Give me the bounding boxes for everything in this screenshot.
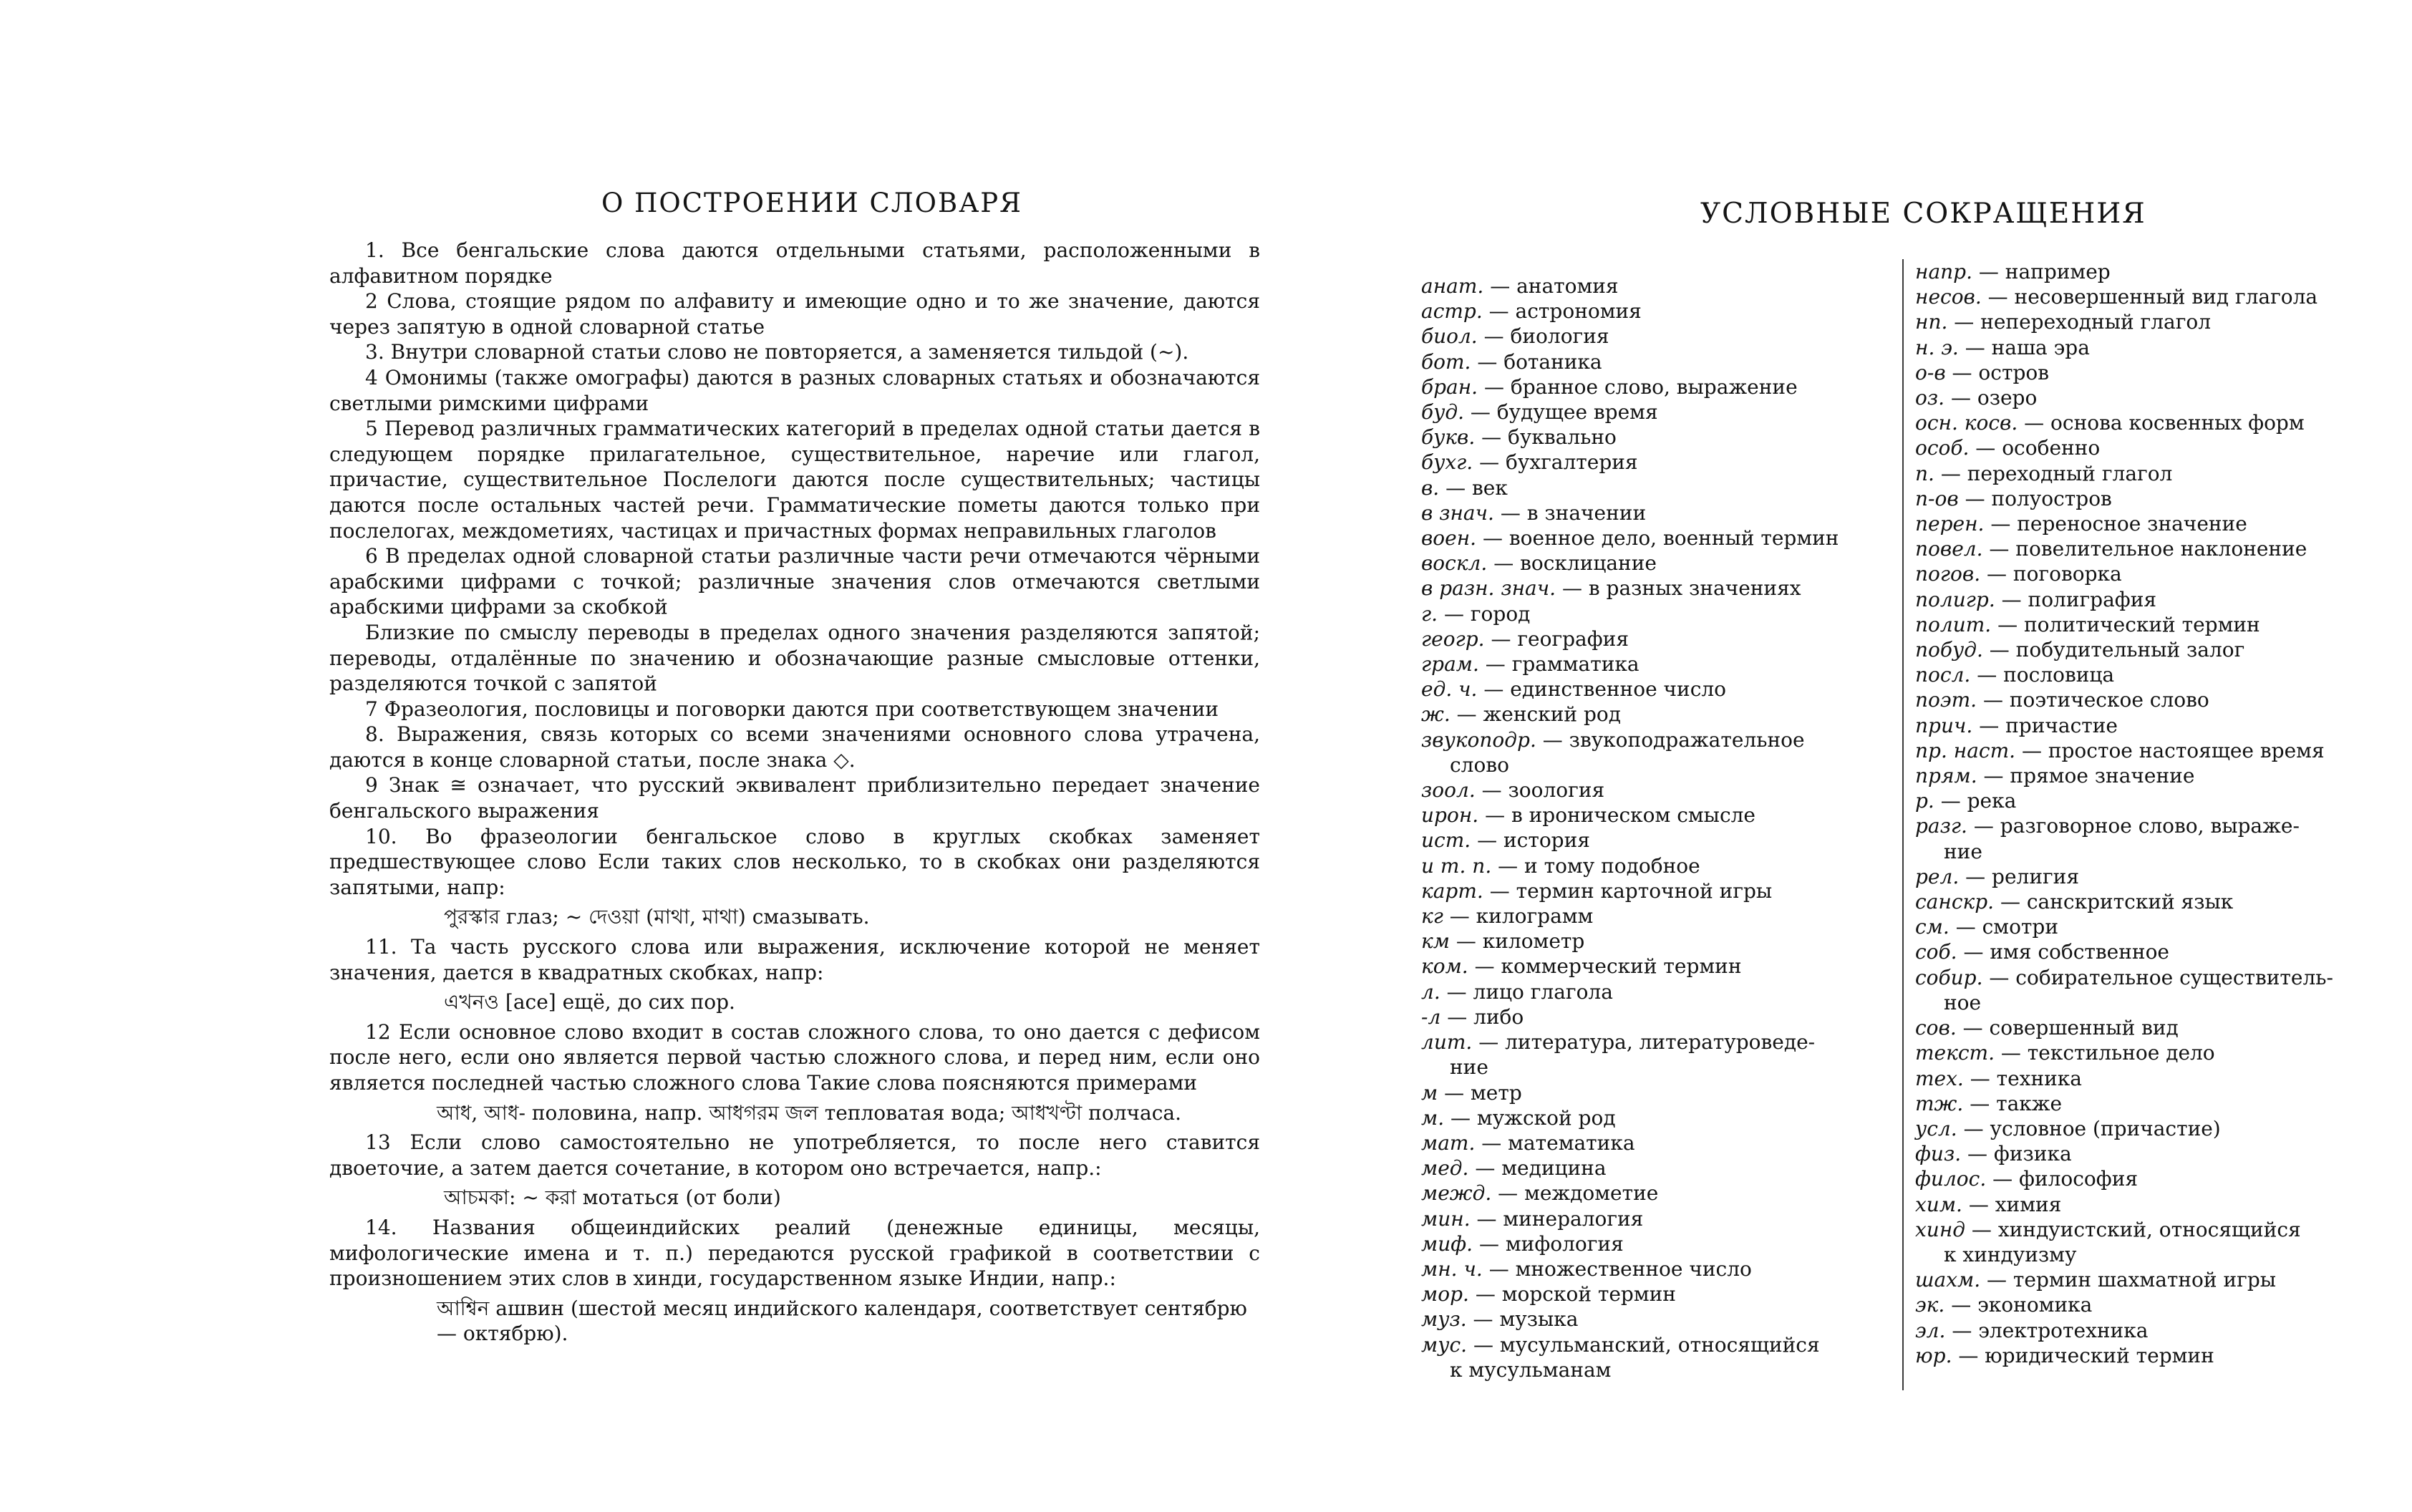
abbreviation-key: хинд	[1915, 1217, 1966, 1241]
abbreviation-meaning: — термин шахматной игры	[1987, 1268, 2277, 1292]
abbreviation-meaning: к мусульманам	[1450, 1357, 1612, 1382]
abbreviation-entry	[1421, 878, 1894, 903]
abbreviation-meaning: ние	[1450, 1055, 1488, 1080]
abbreviation-meaning: — единственное число	[1483, 677, 1727, 702]
abbreviation-key: сов.	[1915, 1016, 1957, 1040]
abbreviation-meaning: — география	[1491, 626, 1629, 651]
abbreviation-meaning: — грамматика	[1485, 652, 1640, 677]
paragraph-4: 4 Омонимы (также омографы) даются в разных словарных статьях и обозначаются светлыми римскими цифрами	[329, 365, 1260, 415]
abbreviation-key: п.	[1915, 461, 1934, 485]
abbreviation-meaning: — коммерческий термин	[1474, 954, 1742, 979]
abbreviation-entry	[1915, 612, 2380, 637]
abbreviation-entry	[1915, 763, 2380, 788]
paragraph-2: 2 Слова, стоящие рядом по алфавиту и имеющие одно и то же значение, даются через запятую в одной словарной статье	[329, 289, 1260, 339]
abbreviation-meaning: — военное дело, военный термин	[1482, 526, 1839, 551]
abbreviation-key: нп.	[1915, 310, 1948, 334]
example-month: আশ্বিন ашвин (шестой месяц индийского календаря, соответствует сентябрю — октябрю).	[437, 1296, 1247, 1346]
abbreviation-entry	[1915, 486, 2380, 511]
abbreviation-key: собир.	[1915, 965, 1983, 989]
abbreviation-meaning: — переносное значение	[1990, 512, 2247, 536]
abbreviation-entry	[1421, 576, 1894, 601]
abbreviation-meaning: — мужской род	[1450, 1105, 1616, 1130]
abbreviation-meaning: — в разных значениях	[1561, 576, 1801, 601]
abbreviation-key: полит.	[1915, 612, 1992, 636]
abbreviation-meaning: — астрономия	[1488, 299, 1642, 324]
abbreviation-meaning: — женский род	[1456, 702, 1621, 727]
abbreviation-meaning: — философия	[1992, 1167, 2139, 1191]
abbreviation-entry	[1421, 1105, 1894, 1130]
abbreviation-key: о-в	[1915, 360, 1946, 384]
abbreviation-meaning: — либо	[1447, 1004, 1524, 1029]
paragraph-10: 10. Во фразеологии бенгальское слово в круглых скобках заменяет предшествующее слово Если таких слов несколько, то в скобках они разделяются запятыми, напр:	[329, 824, 1260, 899]
abbreviation-key: см.	[1915, 915, 1950, 939]
abbreviation-entry	[1915, 1192, 2380, 1217]
abbreviation-meaning: — и тому подобное	[1498, 853, 1700, 878]
abbreviation-entry	[1421, 954, 1894, 979]
abbreviation-meaning: — поэтическое слово	[1982, 688, 2209, 712]
abbreviation-meaning: — метр	[1444, 1080, 1522, 1105]
abbreviation-key: ед. ч.	[1421, 677, 1478, 702]
abbreviation-entry	[1915, 536, 2380, 561]
abbreviation-entry	[1421, 425, 1894, 450]
abbreviation-key: н. э.	[1915, 335, 1959, 359]
paragraph-9: 9 Знак ≅ означает, что русский эквивалент приблизительно передает значение бенгальского выражения	[329, 773, 1260, 823]
abbreviation-entry	[1421, 677, 1894, 702]
abbreviation-entry	[1915, 889, 2380, 914]
abbreviation-entry	[1421, 929, 1894, 954]
abbreviation-entry	[1421, 1231, 1894, 1256]
abbreviation-key: прич.	[1915, 713, 1973, 737]
abbreviation-entry	[1421, 1080, 1894, 1105]
abbreviation-meaning: — бухгалтерия	[1479, 450, 1638, 475]
abbreviation-meaning: — совершенный вид	[1962, 1016, 2179, 1040]
abbreviation-entry	[1915, 385, 2380, 410]
example-colon: আচমকা: ~ করা мотаться (от боли)	[444, 1186, 781, 1210]
abbreviation-meaning: к хиндуизму	[1944, 1242, 2077, 1266]
abbreviation-key: юр.	[1915, 1343, 1952, 1367]
abbreviation-meaning: — в ироническом смысле	[1485, 803, 1755, 828]
abbreviation-key: соб.	[1915, 940, 1957, 964]
abbreviation-entry	[1421, 1256, 1894, 1281]
abbreviation-meaning: — музыка	[1473, 1307, 1579, 1332]
paragraph-11: 11. Та часть русского слова или выражения, исключение которой не меняет значения, дается в квадратных скобках, напр:	[329, 935, 1260, 984]
abbreviation-meaning: — побудительный залог	[1989, 638, 2245, 662]
abbreviation-meaning: слово	[1450, 752, 1509, 777]
paragraph-1: 1. Все бенгальские слова даются отдельными статьями, расположенными в алфавитном порядке	[329, 238, 1260, 288]
abbreviation-entry	[1915, 259, 2380, 284]
abbreviation-entry	[1915, 965, 2380, 990]
abbreviation-entry	[1915, 461, 2380, 486]
abbreviation-key: км	[1421, 929, 1450, 954]
abbreviation-meaning: — экономика	[1951, 1293, 2093, 1317]
abbreviation-entry	[1421, 1130, 1894, 1155]
abbreviation-key: воен.	[1421, 526, 1477, 551]
abbreviation-entry	[1421, 651, 1894, 677]
abbreviation-entry	[1915, 1343, 2380, 1368]
abbreviations-title: УСЛОВНЫЕ СОКРАЩЕНИЯ	[1700, 198, 2146, 230]
abbreviation-key: грам.	[1421, 652, 1479, 677]
abbreviation-entry	[1421, 1357, 1894, 1382]
abbreviation-meaning: — буквально	[1481, 425, 1617, 450]
abbreviation-key: несов.	[1915, 285, 1982, 309]
abbreviation-entry	[1421, 324, 1894, 349]
abbreviation-entry	[1915, 1267, 2380, 1292]
abbreviation-key: напр.	[1915, 260, 1972, 284]
abbreviation-meaning: — основа косвенных форм	[2024, 411, 2305, 435]
abbreviation-entry	[1421, 450, 1894, 475]
abbreviation-entry	[1915, 1318, 2380, 1343]
abbreviation-entry	[1915, 1141, 2380, 1166]
abbreviation-meaning: — мусульманский, относящийся	[1473, 1332, 1820, 1357]
page-title: О ПОСТРОЕНИИ СЛОВАРЯ	[601, 188, 1022, 218]
abbreviation-meaning: — техника	[1970, 1066, 2082, 1090]
abbreviation-meaning: — минералогия	[1476, 1206, 1644, 1231]
abbreviation-key: мат.	[1421, 1130, 1476, 1155]
abbreviation-entry	[1915, 587, 2380, 612]
abbreviation-key: ком.	[1421, 954, 1468, 979]
abbreviation-key: г.	[1421, 601, 1438, 626]
abbreviation-key: прям.	[1915, 764, 1977, 788]
abbreviation-key: хим.	[1915, 1192, 1962, 1216]
abbreviation-meaning: — электротехника	[1952, 1318, 2149, 1342]
abbreviation-entry	[1421, 1181, 1894, 1206]
example-brackets: এখনও [ace] ещё, до сих пор.	[444, 990, 735, 1014]
abbreviation-meaning: — наша эра	[1965, 335, 2090, 359]
abbreviations-column-1	[1421, 273, 1894, 1382]
abbreviation-entry	[1421, 853, 1894, 878]
abbreviation-entry	[1421, 702, 1894, 727]
abbreviation-key: букв.	[1421, 425, 1476, 450]
abbreviation-key: карт.	[1421, 878, 1483, 903]
abbreviation-entry	[1421, 1155, 1894, 1181]
abbreviation-key: эк.	[1915, 1293, 1945, 1317]
abbreviation-meaning: — условное (причастие)	[1963, 1116, 2221, 1140]
abbreviation-meaning: — поговорка	[1987, 562, 2122, 586]
abbreviation-entry	[1915, 813, 2380, 838]
abbreviation-meaning: ное	[1944, 990, 1982, 1014]
abbreviation-entry	[1915, 435, 2380, 460]
abbreviation-entry	[1915, 1116, 2380, 1141]
abbreviation-key: муз.	[1421, 1307, 1467, 1332]
abbreviation-entry	[1915, 1040, 2380, 1065]
abbreviation-entry	[1421, 727, 1894, 752]
paragraph-13: 13 Если слово самостоятельно не употребляется, то после него ставится двоеточие, а затем дается сочетание, в котором оно встречается, напр.:	[329, 1130, 1260, 1180]
abbreviation-key: м	[1421, 1080, 1438, 1105]
abbreviation-key: филос.	[1915, 1167, 1987, 1191]
abbreviation-entry	[1421, 803, 1894, 828]
abbreviation-key: оз.	[1915, 386, 1945, 410]
abbreviation-meaning: — литература, литературоведе-	[1478, 1030, 1816, 1055]
abbreviation-meaning: — физика	[1967, 1142, 2072, 1166]
abbreviation-meaning: — причастие	[1979, 713, 2118, 737]
abbreviation-meaning: — мифология	[1478, 1231, 1624, 1256]
abbreviation-key: эл.	[1915, 1318, 1946, 1342]
abbreviation-meaning: — остров	[1952, 360, 2050, 384]
abbreviation-key: миф.	[1421, 1231, 1473, 1256]
example-hyphen: আধ, আধ- половина, напр. আধগরম জল тепловатая вода; আধখণ্টা полчаса.	[437, 1100, 1181, 1125]
abbreviation-meaning: — особенно	[1975, 436, 2101, 460]
abbreviation-entry	[1421, 903, 1894, 929]
abbreviation-key: -л	[1421, 1004, 1441, 1029]
abbreviation-entry	[1915, 561, 2380, 586]
abbreviation-meaning: — история	[1477, 828, 1590, 853]
abbreviation-key: бухг.	[1421, 450, 1473, 475]
abbreviation-meaning: — километр	[1456, 929, 1585, 954]
abbreviation-key: кг	[1421, 904, 1443, 929]
abbreviation-entry	[1915, 1242, 2380, 1267]
abbreviation-key: разг.	[1915, 814, 1967, 838]
abbreviation-key: и т. п.	[1421, 853, 1492, 878]
paragraph-5: 5 Перевод различных грамматических категорий в пределах одной статьи дается в следующем порядке прилагательное, существительное, наречие или глагол, причастие, существительное Послелоги даются после существительных; частицы даются после остальных частей речи. Грамматические пометы даются только при послелогах, междометиях, частицах и причастных формах неправильных глаголов	[329, 417, 1260, 543]
abbreviation-meaning: — непереходный глагол	[1954, 310, 2212, 334]
abbreviation-meaning: — термин карточной игры	[1489, 878, 1773, 903]
paragraph-3: 3. Внутри словарной статьи слово не повторяется, а заменяется тильдой (~).	[365, 340, 1189, 364]
abbreviation-meaning: — килограмм	[1449, 904, 1594, 929]
paragraph-14: 14. Названия общеиндийских реалий (денежные единицы, месяцы, мифологические имена и т. п.) передаются русской графикой в соответствии с произношением этих слов в хинди, государственном языке Индии, напр.:	[329, 1215, 1260, 1291]
abbreviation-meaning: — переходный глагол	[1940, 461, 2173, 485]
abbreviation-meaning: — несовершенный вид глагола	[1987, 285, 2318, 309]
abbreviation-key: поэт.	[1915, 688, 1977, 712]
abbreviation-entry	[1421, 1206, 1894, 1231]
abbreviation-meaning: — например	[1978, 260, 2111, 284]
abbreviation-meaning: — повелительное наклонение	[1989, 537, 2307, 561]
abbreviation-meaning: — собирательное существитель-	[1989, 965, 2333, 989]
abbreviation-entry	[1421, 475, 1894, 500]
abbreviation-key: бот.	[1421, 349, 1471, 374]
paragraph-6: 6 В пределах одной словарной статьи различные части речи отмечаются чёрными арабскими цифрами с точкой; различные значения слов отмечаются светлыми арабскими цифрами за скобкой	[329, 544, 1260, 619]
preface-body	[329, 238, 1260, 1351]
abbreviation-key: усл.	[1915, 1116, 1957, 1140]
abbreviation-meaning: — анатомия	[1490, 274, 1619, 298]
abbreviation-entry	[1421, 299, 1894, 324]
abbreviation-entry	[1421, 500, 1894, 525]
abbreviation-meaning: — прямое значение	[1983, 764, 2195, 788]
abbreviation-entry	[1915, 410, 2380, 435]
abbreviation-entry	[1915, 637, 2380, 662]
abbreviation-entry	[1421, 1004, 1894, 1029]
abbreviation-key: воскл.	[1421, 551, 1488, 576]
abbreviation-meaning: — биология	[1483, 324, 1609, 349]
abbreviation-key: анат.	[1421, 274, 1484, 298]
abbreviation-entry	[1915, 1292, 2380, 1317]
abbreviation-entry	[1915, 839, 2380, 864]
abbreviation-key: мор.	[1421, 1282, 1469, 1307]
abbreviation-entry	[1915, 1015, 2380, 1040]
abbreviation-key: погов.	[1915, 562, 1981, 586]
abbreviation-key: ист.	[1421, 828, 1471, 853]
abbreviation-key: биол.	[1421, 324, 1478, 349]
abbreviation-key: лит.	[1421, 1030, 1473, 1055]
abbreviation-entry	[1915, 662, 2380, 687]
abbreviation-key: мед.	[1421, 1156, 1469, 1181]
abbreviation-meaning: — медицина	[1475, 1156, 1607, 1181]
paragraph-8: 8. Выражения, связь которых со всеми значениями основного слова утрачена, даются в конце словарной статьи, после знака ◇.	[329, 722, 1260, 772]
paragraph-7: 7 Фразеология, пословицы и поговорки даются при соответствующем значении	[365, 697, 1219, 721]
abbreviation-key: звукоподр.	[1421, 727, 1536, 752]
abbreviation-key: посл.	[1915, 663, 1971, 687]
abbreviation-meaning: — также	[1970, 1091, 2063, 1115]
abbreviation-key: бран.	[1421, 374, 1478, 399]
abbreviation-entry	[1915, 1166, 2380, 1191]
abbreviation-meaning: — междометие	[1498, 1181, 1659, 1206]
abbreviation-entry	[1421, 777, 1894, 803]
abbreviation-meaning: ние	[1944, 839, 1982, 863]
abbreviation-meaning: — морской термин	[1475, 1282, 1676, 1307]
abbreviation-entry	[1915, 360, 2380, 385]
abbreviation-key: тж.	[1915, 1091, 1964, 1115]
abbreviation-key: р.	[1915, 789, 1934, 813]
abbreviation-entry	[1915, 1066, 2380, 1091]
abbreviation-key: в знач.	[1421, 500, 1494, 525]
abbreviation-meaning: — звукоподражательное	[1542, 727, 1805, 752]
abbreviation-entry	[1915, 1091, 2380, 1116]
abbreviation-entry	[1421, 1281, 1894, 1307]
abbreviation-key: рел.	[1915, 864, 1960, 888]
abbreviation-entry	[1915, 738, 2380, 763]
abbreviation-meaning: — множественное число	[1488, 1256, 1752, 1281]
abbreviation-meaning: — юридический термин	[1958, 1343, 2214, 1367]
abbreviation-key: в.	[1421, 475, 1440, 500]
abbreviations-column-2	[1915, 259, 2380, 1368]
abbreviation-entry	[1915, 864, 2380, 889]
abbreviation-key: ж.	[1421, 702, 1450, 727]
abbreviation-entry	[1915, 914, 2380, 939]
column-divider	[1902, 259, 1904, 1390]
abbreviation-entry	[1915, 990, 2380, 1015]
abbreviation-meaning: — река	[1940, 789, 2017, 813]
abbreviation-key: астр.	[1421, 299, 1483, 324]
abbreviation-meaning: — бранное слово, выражение	[1483, 374, 1798, 399]
abbreviation-entry	[1421, 399, 1894, 425]
abbreviation-meaning: — город	[1443, 601, 1531, 626]
abbreviation-key: л.	[1421, 979, 1440, 1004]
abbreviation-meaning: — будущее время	[1470, 400, 1658, 425]
abbreviation-entry	[1915, 309, 2380, 334]
abbreviation-key: буд.	[1421, 400, 1464, 425]
abbreviation-meaning: — восклицание	[1493, 551, 1657, 576]
abbreviation-key: м.	[1421, 1105, 1445, 1130]
abbreviation-entry	[1915, 788, 2380, 813]
abbreviation-entry	[1915, 335, 2380, 360]
abbreviation-entry	[1915, 939, 2380, 964]
example-tilde: পুরস্কার глаз; ~ দেওয়া (মাথা, মাথা) смазывать.	[444, 905, 870, 929]
abbreviation-entry	[1915, 1217, 2380, 1242]
abbreviation-key: полигр.	[1915, 587, 1995, 611]
abbreviation-meaning: — политический термин	[1997, 612, 2260, 636]
abbreviation-meaning: — полиграфия	[2001, 587, 2157, 611]
abbreviation-key: мус.	[1421, 1332, 1468, 1357]
abbreviation-meaning: — текстильное дело	[2000, 1041, 2215, 1065]
abbreviation-entry	[1421, 626, 1894, 651]
abbreviation-key: ирон.	[1421, 803, 1479, 828]
abbreviation-key: п-ов	[1915, 486, 1959, 510]
paragraph-6b: Близкие по смыслу переводы в пределах одного значения разделяются запятой; переводы, отдалённые по значению и обозначающие разные смысловые оттенки, разделяются точкой с запятой	[329, 620, 1260, 696]
abbreviation-entry	[1421, 349, 1894, 374]
abbreviation-meaning: — пословица	[1977, 663, 2115, 687]
abbreviation-meaning: — озеро	[1950, 386, 2038, 410]
abbreviation-entry	[1421, 273, 1894, 299]
abbreviation-entry	[1421, 601, 1894, 626]
abbreviation-entry	[1915, 511, 2380, 536]
abbreviation-key: в разн. знач.	[1421, 576, 1556, 601]
abbreviation-key: мн. ч.	[1421, 1256, 1483, 1281]
abbreviation-meaning: — математика	[1481, 1130, 1635, 1155]
abbreviation-meaning: — имя собственное	[1963, 940, 2169, 964]
abbreviation-entry	[1421, 1307, 1894, 1332]
abbreviation-entry	[1421, 752, 1894, 777]
abbreviation-meaning: — зоология	[1481, 778, 1605, 803]
abbreviation-meaning: — полуостров	[1965, 486, 2112, 510]
abbreviation-meaning: — религия	[1965, 864, 2079, 888]
abbreviation-meaning: — ботаника	[1477, 349, 1602, 374]
abbreviation-entry	[1915, 284, 2380, 309]
abbreviation-key: пр. наст.	[1915, 738, 2016, 762]
abbreviation-entry	[1421, 525, 1894, 551]
abbreviation-key: межд.	[1421, 1181, 1492, 1206]
abbreviation-meaning: — смотри	[1955, 915, 2058, 939]
abbreviation-entry	[1915, 687, 2380, 712]
paragraph-12: 12 Если основное слово входит в состав сложного слова, то оно дается с дефисом после него, если оно является первой частью сложного слова, и перед ним, если оно является последней частью сложного слова Такие слова поясняются примерами	[329, 1019, 1260, 1095]
abbreviation-key: побуд.	[1915, 638, 1983, 662]
abbreviation-key: текст.	[1915, 1041, 1995, 1065]
abbreviation-key: осн. косв.	[1915, 411, 2018, 435]
abbreviation-entry	[1421, 551, 1894, 576]
abbreviation-key: зоол.	[1421, 778, 1476, 803]
abbreviation-meaning: — хиндуистский, относящийся	[1971, 1217, 2301, 1241]
abbreviation-key: санскр.	[1915, 890, 1995, 914]
abbreviation-key: геогр.	[1421, 626, 1485, 651]
abbreviation-entry	[1421, 1029, 1894, 1055]
abbreviation-key: мин.	[1421, 1206, 1471, 1231]
abbreviation-entry	[1421, 1055, 1894, 1080]
abbreviation-meaning: — санскритский язык	[2000, 890, 2234, 914]
abbreviation-meaning: — химия	[1968, 1192, 2062, 1216]
abbreviation-entry	[1421, 828, 1894, 853]
abbreviation-entry	[1421, 374, 1894, 399]
abbreviation-entry	[1421, 1332, 1894, 1357]
abbreviation-key: повел.	[1915, 537, 1983, 561]
abbreviation-key: шахм.	[1915, 1268, 1981, 1292]
abbreviation-key: перен.	[1915, 512, 1985, 536]
abbreviation-entry	[1915, 713, 2380, 738]
abbreviation-key: тех.	[1915, 1066, 1964, 1090]
abbreviation-key: особ.	[1915, 436, 1970, 460]
abbreviation-meaning: — простое настоящее время	[2021, 738, 2325, 762]
abbreviation-entry	[1421, 979, 1894, 1004]
abbreviation-meaning: — в значении	[1500, 500, 1647, 525]
abbreviation-key: физ.	[1915, 1142, 1962, 1166]
abbreviation-meaning: — лицо глагола	[1446, 979, 1613, 1004]
abbreviation-meaning: — разговорное слово, выраже-	[1973, 814, 2300, 838]
abbreviation-meaning: — век	[1445, 475, 1508, 500]
